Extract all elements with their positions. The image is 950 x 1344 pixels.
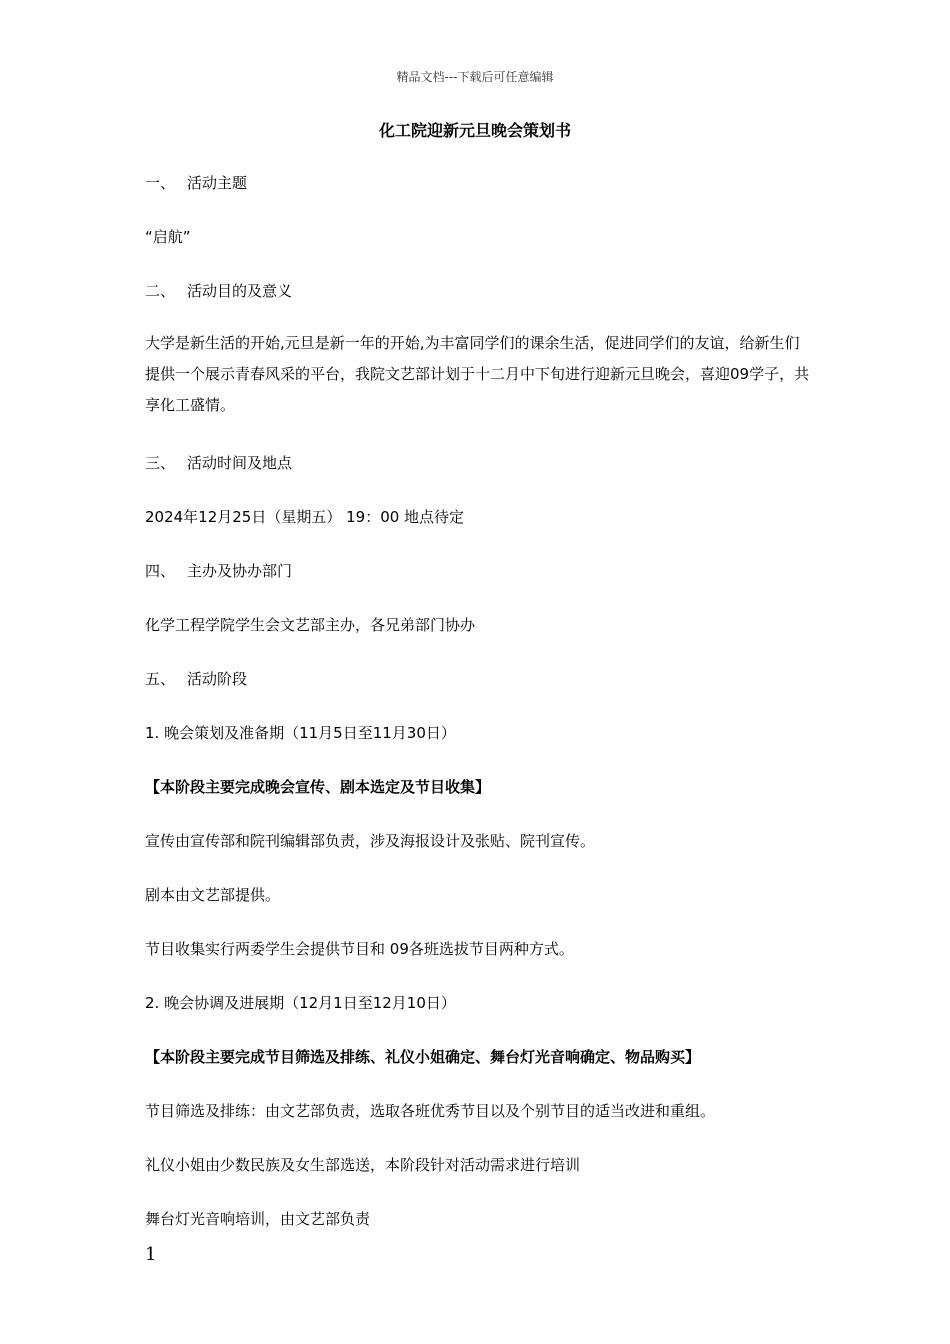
phase2-summary: 【本阶段主要完成节目筛选及排练、礼仪小姐确定、舞台灯光音响确定、物品购买】	[145, 1048, 701, 1066]
section-label: 主办及协办部门	[187, 562, 293, 580]
section-number: 四、	[145, 562, 176, 580]
phase2-item: 礼仪小姐由少数民族及女生部选送，本阶段针对活动需求进行培训	[145, 1156, 581, 1174]
theme-content: “启航”	[145, 228, 191, 246]
phase2-title: 2. 晚会协调及进展期（12月1日至12月10日）	[145, 994, 456, 1012]
section-number: 三、	[145, 454, 176, 472]
section-heading-theme	[145, 172, 247, 193]
phase1-title: 1. 晚会策划及准备期（11月5日至11月30日）	[145, 724, 456, 742]
section-heading-phases	[145, 668, 247, 689]
page-number: 1	[145, 1244, 157, 1265]
phase2-item: 舞台灯光音响培训，由文艺部负责	[145, 1210, 371, 1228]
section-heading-organizers	[145, 560, 292, 581]
section-number: 二、	[145, 282, 176, 300]
time-place-content: 2024年12月25日（星期五） 19：00 地点待定	[145, 508, 465, 526]
document-title: 化工院迎新元旦晚会策划书	[378, 121, 571, 140]
section-label: 活动阶段	[187, 670, 248, 688]
section-label: 活动时间及地点	[187, 454, 293, 472]
phase1-item: 宣传由宣传部和院刊编辑部负责，涉及海报设计及张贴、院刊宣传。	[145, 832, 596, 850]
organizers-content: 化学工程学院学生会文艺部主办，各兄弟部门协办	[145, 616, 476, 634]
section-number: 五、	[145, 670, 176, 688]
phase1-item: 剧本由文艺部提供。	[145, 886, 281, 904]
phase1-item: 节目收集实行两委学生会提供节目和 09各班选拔节目两种方式。	[145, 940, 574, 958]
section-heading-time-place	[145, 452, 292, 473]
section-label: 活动目的及意义	[187, 282, 293, 300]
section-heading-purpose	[145, 280, 292, 301]
phase2-item: 节目筛选及排练：由文艺部负责，选取各班优秀节目以及个别节目的适当改进和重组。	[145, 1102, 716, 1120]
phase1-summary: 【本阶段主要完成晚会宣传、剧本选定及节目收集】	[145, 778, 491, 796]
header-note: 精品文档---下载后可任意编辑	[396, 70, 554, 84]
purpose-paragraph: 大学是新生活的开始,元旦是新一年的开始,为丰富同学们的课余生活，促进同学们的友谊，给新生们提供一个展示青春风采的平台，我院文艺部计划于十二月中下旬进行迎新元旦晚会，喜迎09学子，共享化工盛情。	[145, 334, 810, 414]
section-label: 活动主题	[187, 174, 248, 192]
section-number: 一、	[145, 174, 176, 192]
